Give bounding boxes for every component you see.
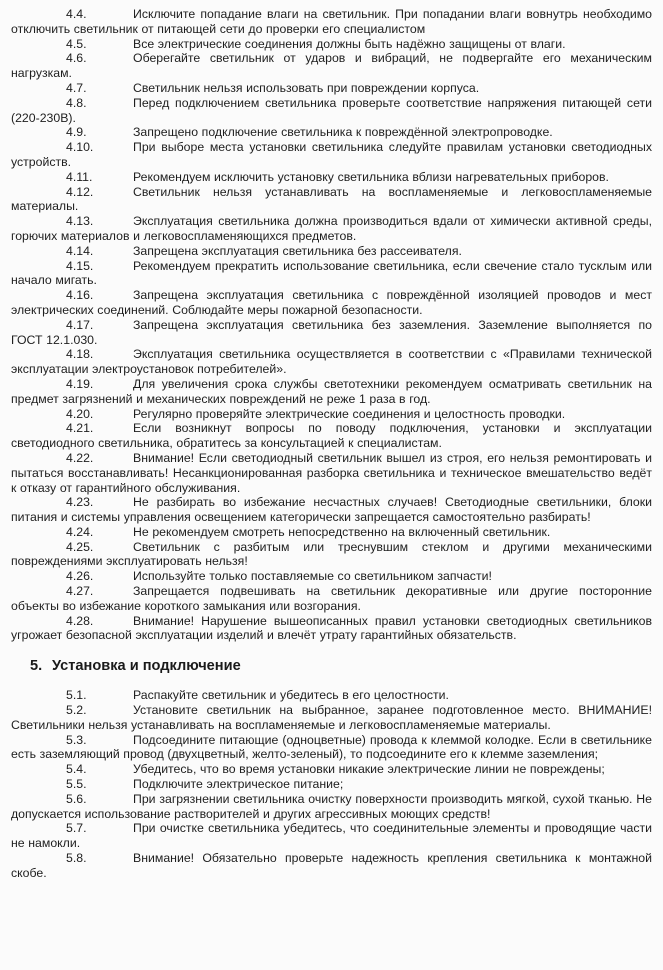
doc-paragraph — [11, 733, 652, 763]
item-number: 4.25. — [66, 539, 94, 554]
doc-paragraph — [11, 140, 652, 170]
item-number: 5.7. — [66, 821, 87, 836]
item-text: Внимание! Обязательно проверьте надежность крепления светильника к монтажной скобе. — [11, 851, 652, 880]
doc-paragraph — [11, 851, 652, 881]
item-number: 4.5. — [66, 36, 87, 51]
item-number: 4.8. — [66, 95, 87, 110]
item-text: Рекомендуем исключить установку светильника вблизи нагревательных приборов. — [133, 169, 609, 184]
item-number: 4.10. — [66, 140, 94, 155]
item-text: Рекомендуем прекратить использование светильника, если свечение стало тусклым или начало мигать. — [11, 258, 652, 288]
section-5-heading-number: 5. — [30, 658, 43, 675]
doc-paragraph — [11, 584, 652, 614]
item-text: Светильник с разбитым или треснувшим стеклом и другими механическими повреждениями эксплуатировать нельзя! — [11, 539, 652, 569]
item-number: 4.26. — [66, 569, 94, 584]
item-text: Если возникнут вопросы по поводу подключения, установки и эксплуатации светодиодного светильника, обратитесь за консультацией к специалистам. — [11, 421, 652, 451]
section-5-heading-label: Установка и подключение — [52, 658, 241, 675]
doc-paragraph — [11, 214, 652, 244]
item-text: Установите светильник на выбранное, заранее подготовленное место. ВНИМАНИЕ! Светильники нельзя устанавливать на воспламеняемые и легковоспламеняемые материалы. — [11, 703, 652, 732]
item-text: При загрязнении светильника очистку поверхности производить мягкой, сухой тканью. Не допускается использование растворителей и других агрессивных моющих средств! — [11, 791, 652, 821]
item-number: 4.24. — [66, 524, 94, 539]
doc-paragraph — [11, 244, 652, 259]
item-text: Запрещено подключение светильника к повреждённой электропроводке. — [133, 125, 553, 140]
item-text: Убедитесь, что во время установки никакие электрические линии не повреждены; — [133, 762, 605, 777]
item-number: 4.16. — [66, 288, 94, 303]
item-number: 4.22. — [66, 450, 94, 465]
item-text: Не разбирать во избежание несчастных случаев! Светодиодные светильники, блоки питания и системы управления освещением категорически запрещается самостоятельно разбирать! — [11, 495, 652, 525]
item-number: 5.2. — [66, 703, 87, 718]
item-number: 5.1. — [66, 688, 87, 703]
doc-paragraph — [11, 569, 652, 584]
doc-paragraph — [11, 540, 652, 570]
doc-paragraph — [11, 451, 652, 495]
doc-paragraph — [11, 407, 652, 422]
item-number: 4.13. — [66, 214, 94, 229]
item-text: Светильник нельзя использовать при повреждении корпуса. — [133, 80, 480, 95]
item-text: При очистке светильника убедитесь, что соединительные элементы и проводящие части не намокли. — [11, 821, 652, 851]
item-text: Оберегайте светильник от ударов и вибраций, не подвергайте его механическим нагрузкам. — [11, 51, 652, 81]
item-number: 4.19. — [66, 376, 94, 391]
item-text: Регулярно проверяйте электрические соединения и целостность проводки. — [133, 406, 566, 421]
doc-paragraph — [11, 762, 652, 777]
doc-paragraph — [11, 96, 652, 126]
item-number: 4.28. — [66, 613, 94, 628]
doc-paragraph — [11, 421, 652, 451]
item-number: 4.4. — [66, 7, 87, 21]
item-number: 5.5. — [66, 777, 87, 792]
item-text: Подключите электрическое питание; — [133, 777, 344, 792]
item-text: Не рекомендуем смотреть непосредственно на включенный светильник. — [133, 524, 551, 539]
doc-paragraph — [11, 259, 652, 289]
item-text: Запрещена эксплуатация светильника без заземления. Заземление выполняется по ГОСТ 12.1.030. — [11, 317, 652, 347]
doc-paragraph — [11, 170, 652, 185]
section-5-items — [11, 688, 652, 880]
doc-paragraph — [11, 185, 652, 215]
doc-paragraph — [11, 125, 652, 140]
doc-paragraph — [11, 495, 652, 525]
item-text: Распакуйте светильник и убедитесь в его целостности. — [133, 688, 449, 703]
item-text: Эксплуатация светильника должна производиться вдали от химически активной среды, горючих материалов и легковоспламеняющихся предметов. — [11, 214, 652, 243]
item-number: 4.23. — [66, 495, 94, 510]
item-text: Внимание! Если светодиодный светильник вышел из строя, его нельзя ремонтировать и пытаться восстанавливать! Несанкционированная разборка светильника и техническое вмешательство ведёт к отказу от гарантийного обслуживания. — [11, 450, 652, 495]
item-text: Эксплуатация светильника осуществляется в соответствии с «Правилами технической эксплуатации электроустановок потребителей». — [11, 347, 652, 377]
item-text: Используйте только поставляемые со светильником запчасти! — [133, 569, 492, 584]
item-number: 4.9. — [66, 125, 87, 140]
item-number: 4.14. — [66, 243, 94, 258]
item-number: 4.7. — [66, 80, 87, 95]
item-number: 4.18. — [66, 347, 94, 362]
doc-paragraph — [11, 821, 652, 851]
item-text: Внимание! Нарушение вышеописанных правил установки светодиодных светильников угрожает безопасной эксплуатации изделий и влечёт утрату гарантийных обязательств. — [11, 613, 652, 643]
item-text: Перед подключением светильника проверьте соответствие напряжения питающей сети (220-230В). — [11, 95, 652, 125]
item-text: Запрещается подвешивать на светильник декоративные или другие посторонние объекты во избежание короткого замыкания или возгорания. — [11, 584, 652, 613]
doc-paragraph — [11, 81, 652, 96]
doc-paragraph — [11, 347, 652, 377]
item-text: Подсоедините питающие (одноцветные) провода к клеммой колодке. Если в светильнике есть заземляющий провод (двухцветный, желто-зеленый), то подсоедините его к клемме заземления; — [11, 732, 652, 762]
item-text: Светильник нельзя устанавливать на воспламеняемые и легковоспламеняемые материалы. — [11, 184, 652, 214]
doc-paragraph — [11, 37, 652, 52]
item-number: 4.17. — [66, 317, 94, 332]
doc-paragraph — [11, 792, 652, 822]
item-text: Запрещена эксплуатация светильника без рассеивателя. — [133, 243, 462, 258]
section-4-items — [11, 7, 652, 643]
doc-paragraph — [11, 777, 652, 792]
item-text: Для увеличения срока службы светотехники рекомендуем осматривать светильник на предмет загрязнений и механических повреждений не реже 1 раза в год. — [11, 376, 652, 406]
item-number: 5.8. — [66, 851, 87, 866]
item-number: 5.3. — [66, 732, 87, 747]
item-text: При выборе места установки светильника следуйте правилам установки светодиодных устройств. — [11, 140, 652, 169]
item-number: 5.4. — [66, 762, 87, 777]
doc-paragraph — [11, 525, 652, 540]
item-number: 5.6. — [66, 791, 87, 806]
item-number: 4.12. — [66, 184, 94, 199]
doc-paragraph — [11, 7, 652, 37]
section-5-heading — [11, 657, 652, 675]
doc-paragraph — [11, 51, 652, 81]
item-number: 4.6. — [66, 51, 87, 66]
item-text: Запрещена эксплуатация светильника с повреждённой изоляцией проводов и мест электрических соединений. Соблюдайте меры пожарной безопасности. — [11, 288, 652, 317]
item-text: Все электрические соединения должны быть надёжно защищены от влаги. — [133, 36, 566, 51]
doc-paragraph — [11, 703, 652, 733]
item-number: 4.11. — [66, 169, 93, 184]
item-number: 4.21. — [66, 421, 94, 436]
doc-paragraph — [11, 688, 652, 703]
item-text: Исключите попадание влаги на светильник. При попадании влаги вовнутрь необходимо отключить светильник от питающей сети до проверки его специалистом — [11, 7, 652, 36]
doc-paragraph — [11, 288, 652, 318]
doc-paragraph — [11, 318, 652, 348]
item-number: 4.20. — [66, 406, 94, 421]
doc-paragraph — [11, 614, 652, 644]
doc-paragraph — [11, 377, 652, 407]
item-number: 4.15. — [66, 258, 94, 273]
item-number: 4.27. — [66, 584, 94, 599]
